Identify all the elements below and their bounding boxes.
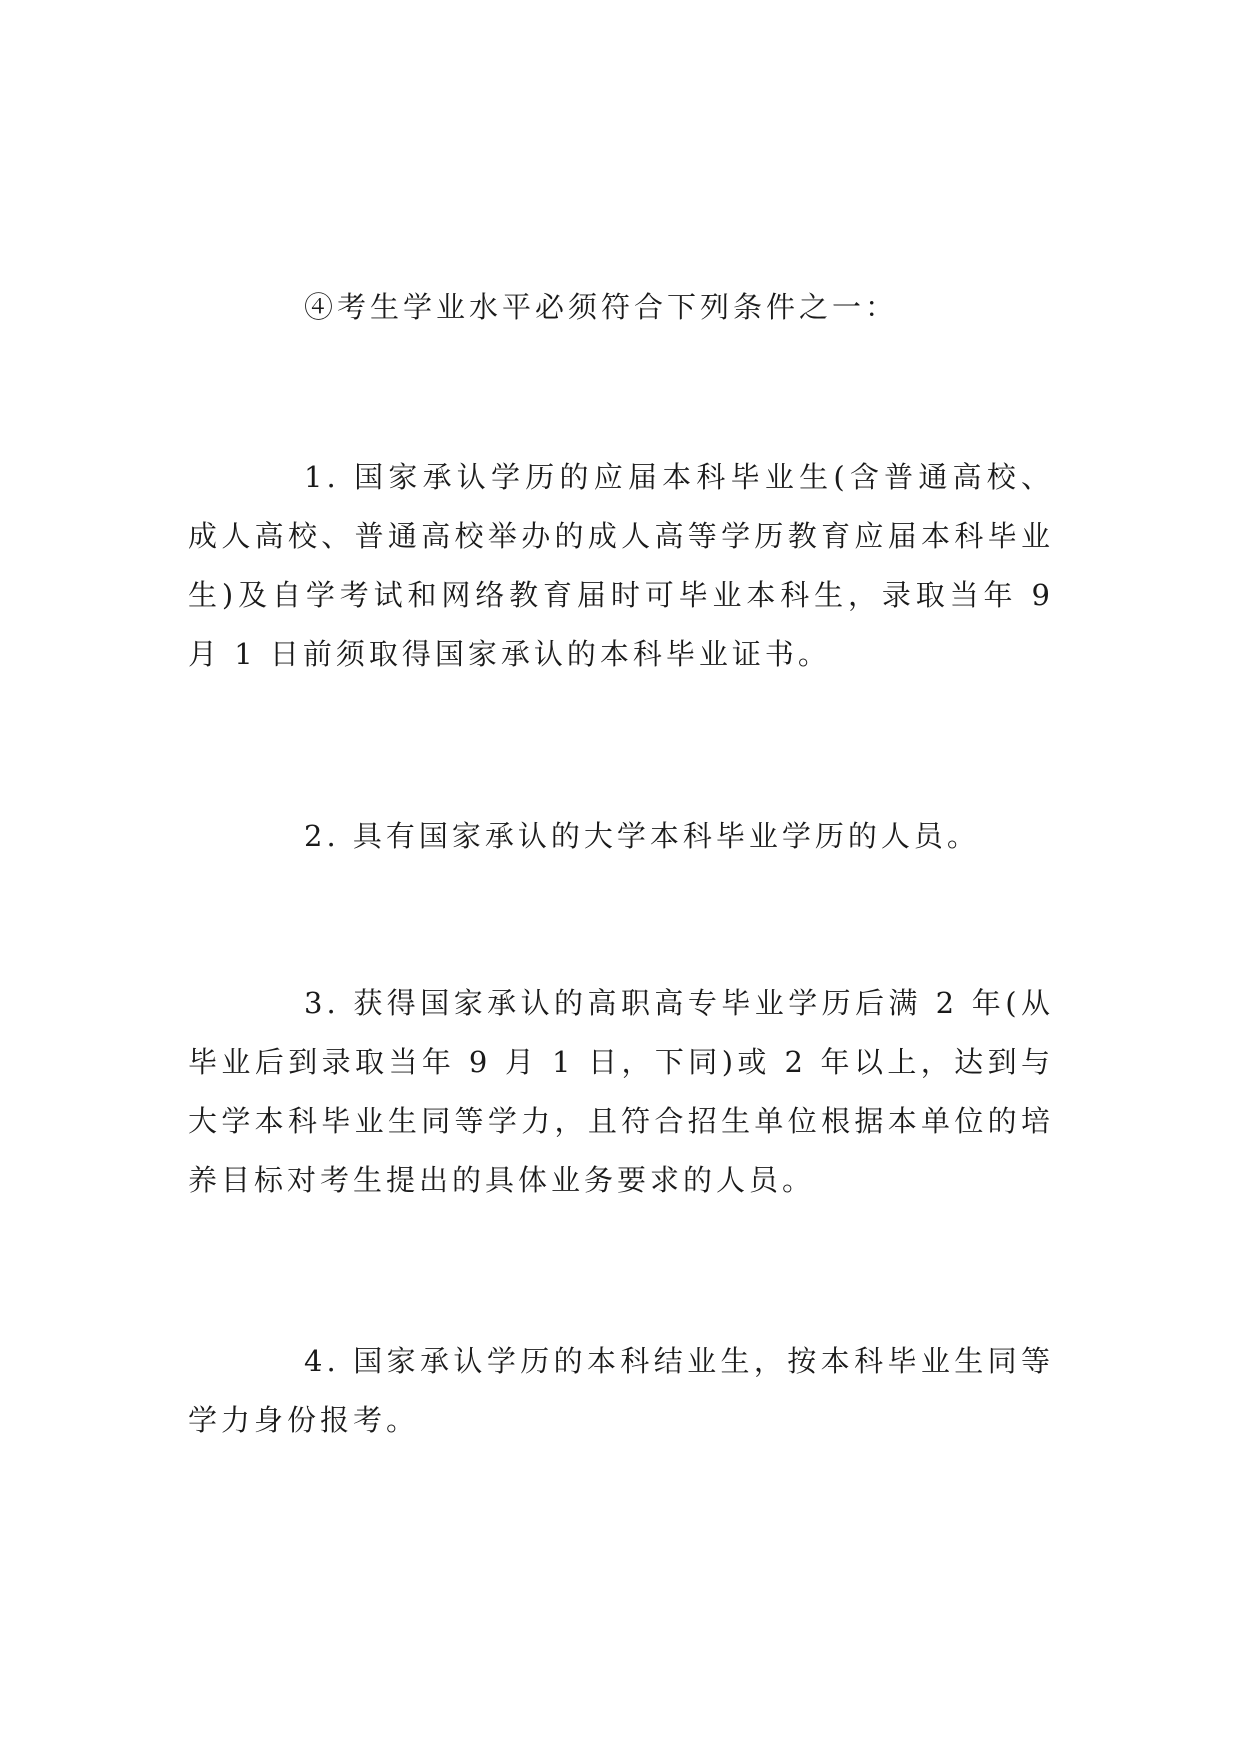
condition-item-4: 4. 国家承认学历的本科结业生，按本科毕业生同等学力身份报考。 (188, 1344, 1054, 1437)
condition-heading: ④考生学业水平必须符合下列条件之一： (304, 290, 899, 324)
condition-item-3: 3. 获得国家承认的高职高专毕业学历后满 2 年(从毕业后到录取当年 9 月 1 日，下同)或 2 年以上，达到与大学本科毕业生同等学力，且符合招生单位根据本单位的培养目标对考生提出的具体业务要求的人员。 (188, 986, 1054, 1197)
condition-item-1: 1. 国家承认学历的应届本科毕业生(含普通高校、成人高校、普通高校举办的成人高等学历教育应届本科毕业生)及自学考试和网络教育届时可毕业本科生，录取当年 9 月 1 日前须取得国家承认的本科毕业证书。 (188, 460, 1054, 671)
condition-item-2: 2. 具有国家承认的大学本科毕业学历的人员。 (304, 819, 980, 853)
